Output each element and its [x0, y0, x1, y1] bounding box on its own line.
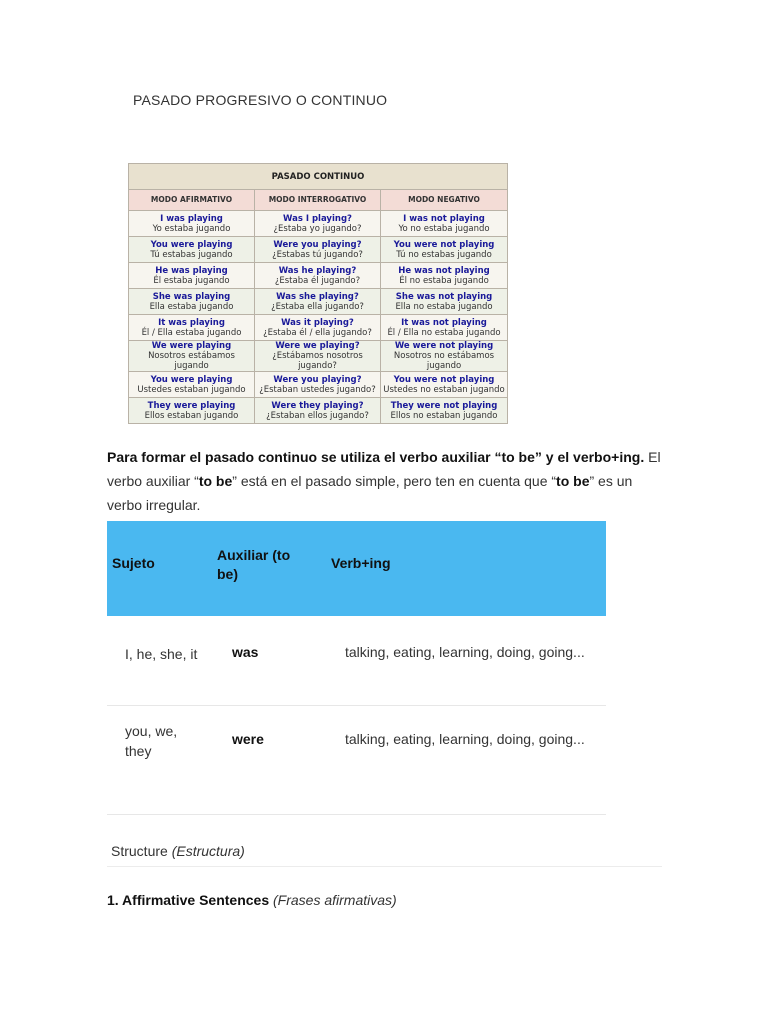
header-auxiliar: Auxiliar (to be) — [217, 547, 291, 582]
cell-spanish: ¿Estaban ellos jugando? — [266, 410, 369, 421]
page-title: PASADO PROGRESIVO O CONTINUO — [133, 92, 388, 108]
cell-spanish: ¿Estabas tú jugando? — [272, 249, 363, 260]
structure-heading — [111, 843, 245, 859]
cell-spanish: ¿Estábamos nosotros jugando? — [272, 351, 363, 371]
grammar-table — [107, 521, 606, 815]
image-table-title: PASADO CONTINUO — [129, 164, 508, 190]
row-verb: talking, eating, learning, doing, going... — [345, 644, 585, 660]
column-affirmative: MODO AFIRMATIVO — [129, 190, 255, 211]
cell-spanish: Yo estaba jugando — [152, 223, 231, 234]
cell-negative — [381, 237, 508, 263]
cell-negative — [381, 211, 508, 237]
cell-english: They were not playing — [390, 400, 498, 411]
cell-english: You were playing — [150, 239, 233, 250]
cell-interrogative — [255, 289, 381, 315]
table-row — [107, 616, 606, 706]
cell-spanish: ¿Estaba él jugando? — [274, 275, 361, 286]
cell-english: I was not playing — [403, 213, 485, 224]
image-table-row — [129, 263, 508, 289]
cell-interrogative — [255, 398, 381, 424]
cell-english: We were playing — [151, 341, 232, 351]
image-table-row — [129, 211, 508, 237]
column-interrogative: MODO INTERROGATIVO — [255, 190, 381, 211]
paragraph-bold-intro: Para formar el pasado continuo se utiliza el verbo auxiliar “to be” y el verbo+ing. — [107, 449, 645, 465]
explanation-paragraph — [107, 445, 667, 517]
affirmative-label: 1. Affirmative Sentences — [107, 892, 270, 908]
structure-label: Structure — [111, 843, 172, 859]
pasado-continuo-table-image — [128, 163, 508, 424]
cell-spanish: Ellos no estaban jugando — [390, 410, 498, 421]
cell-negative — [381, 289, 508, 315]
cell-affirmative — [129, 341, 255, 372]
paragraph-text-1: El verbo auxiliar “ — [107, 449, 661, 489]
cell-affirmative — [129, 237, 255, 263]
cell-interrogative — [255, 263, 381, 289]
table-row — [107, 706, 606, 815]
cell-english: Was it playing? — [281, 317, 354, 328]
cell-english: He was not playing — [398, 265, 490, 276]
cell-spanish: ¿Estaba ella jugando? — [271, 301, 364, 312]
cell-english: You were not playing — [393, 239, 495, 250]
paragraph-text-2: ” está en el pasado simple, pero ten en cuenta que “ — [232, 473, 557, 489]
cell-english: We were not playing — [394, 341, 494, 351]
cell-spanish: Ustedes estaban jugando — [137, 384, 246, 395]
cell-interrogative — [255, 341, 381, 372]
cell-english: It was playing — [158, 317, 225, 328]
image-table-row — [129, 341, 508, 372]
affirmative-label-es: (Frases afirmativas) — [273, 892, 397, 908]
cell-spanish: Él / Ella no estaba jugando — [387, 327, 501, 338]
cell-english: It was not playing — [401, 317, 487, 328]
paragraph-tobe-2: to be — [556, 473, 590, 489]
cell-affirmative — [129, 315, 255, 341]
cell-spanish: Ella no estaba jugando — [395, 301, 493, 312]
cell-spanish: Él estaba jugando — [153, 275, 230, 286]
cell-english: I was playing — [160, 213, 223, 224]
cell-english: He was playing — [155, 265, 228, 276]
cell-affirmative — [129, 211, 255, 237]
grammar-table-header — [107, 521, 606, 616]
cell-spanish: Yo no estaba jugando — [398, 223, 490, 234]
cell-spanish: ¿Estaba yo jugando? — [273, 223, 362, 234]
row-subject: you, we, they — [125, 723, 178, 759]
cell-negative — [381, 263, 508, 289]
cell-english: Were you playing? — [273, 239, 362, 250]
cell-spanish: Él no estaba jugando — [399, 275, 489, 286]
image-table-row — [129, 289, 508, 315]
cell-spanish: ¿Estaban ustedes jugando? — [259, 384, 376, 395]
cell-spanish: Tú estabas jugando — [150, 249, 233, 260]
cell-english: Were you playing? — [273, 374, 362, 385]
cell-spanish: Nosotros estábamos jugando — [148, 351, 235, 371]
image-table-row — [129, 398, 508, 424]
cell-interrogative — [255, 315, 381, 341]
cell-interrogative — [255, 237, 381, 263]
header-verb-ing: Verb+ing — [331, 555, 391, 571]
header-sujeto: Sujeto — [112, 555, 155, 571]
cell-english: Was I playing? — [283, 213, 352, 224]
cell-english: She was not playing — [395, 291, 493, 302]
divider — [107, 866, 662, 867]
paragraph-tobe-1: to be — [198, 473, 233, 489]
cell-english: They were playing — [147, 400, 236, 411]
row-subject: I, he, she, it — [125, 646, 198, 662]
cell-affirmative — [129, 263, 255, 289]
cell-affirmative — [129, 372, 255, 398]
row-verb: talking, eating, learning, doing, going... — [345, 731, 585, 747]
cell-spanish: Nosotros no estábamos jugando — [393, 351, 495, 371]
cell-spanish: Ellos estaban jugando — [144, 410, 239, 421]
cell-affirmative — [129, 289, 255, 315]
paragraph-text-3: ” es un verbo irregular. — [107, 473, 633, 513]
image-table-row — [129, 372, 508, 398]
cell-english: Was she playing? — [276, 291, 359, 302]
column-negative: MODO NEGATIVO — [381, 190, 508, 211]
image-table-body — [129, 211, 508, 424]
image-table-row — [129, 237, 508, 263]
cell-english: You were playing — [150, 374, 233, 385]
row-aux: was — [232, 644, 259, 660]
cell-interrogative — [255, 372, 381, 398]
cell-english: Were we playing? — [275, 341, 360, 351]
cell-english: Was he playing? — [278, 265, 357, 276]
cell-spanish: Ella estaba jugando — [149, 301, 234, 312]
structure-label-es: (Estructura) — [171, 843, 245, 859]
cell-english: You were not playing — [393, 374, 495, 385]
image-table-row — [129, 315, 508, 341]
cell-spanish: Ustedes no estaban jugando — [383, 384, 505, 395]
cell-negative — [381, 315, 508, 341]
row-aux: were — [232, 731, 264, 747]
cell-negative — [381, 372, 508, 398]
affirmative-heading — [107, 892, 397, 908]
cell-negative — [381, 398, 508, 424]
cell-spanish: Tú no estabas jugando — [396, 249, 492, 260]
cell-affirmative — [129, 398, 255, 424]
cell-spanish: Él / Ella estaba jugando — [141, 327, 242, 338]
cell-spanish: ¿Estaba él / ella jugando? — [263, 327, 372, 338]
cell-english: She was playing — [152, 291, 231, 302]
cell-negative — [381, 341, 508, 372]
cell-english: Were they playing? — [271, 400, 364, 411]
cell-interrogative — [255, 211, 381, 237]
